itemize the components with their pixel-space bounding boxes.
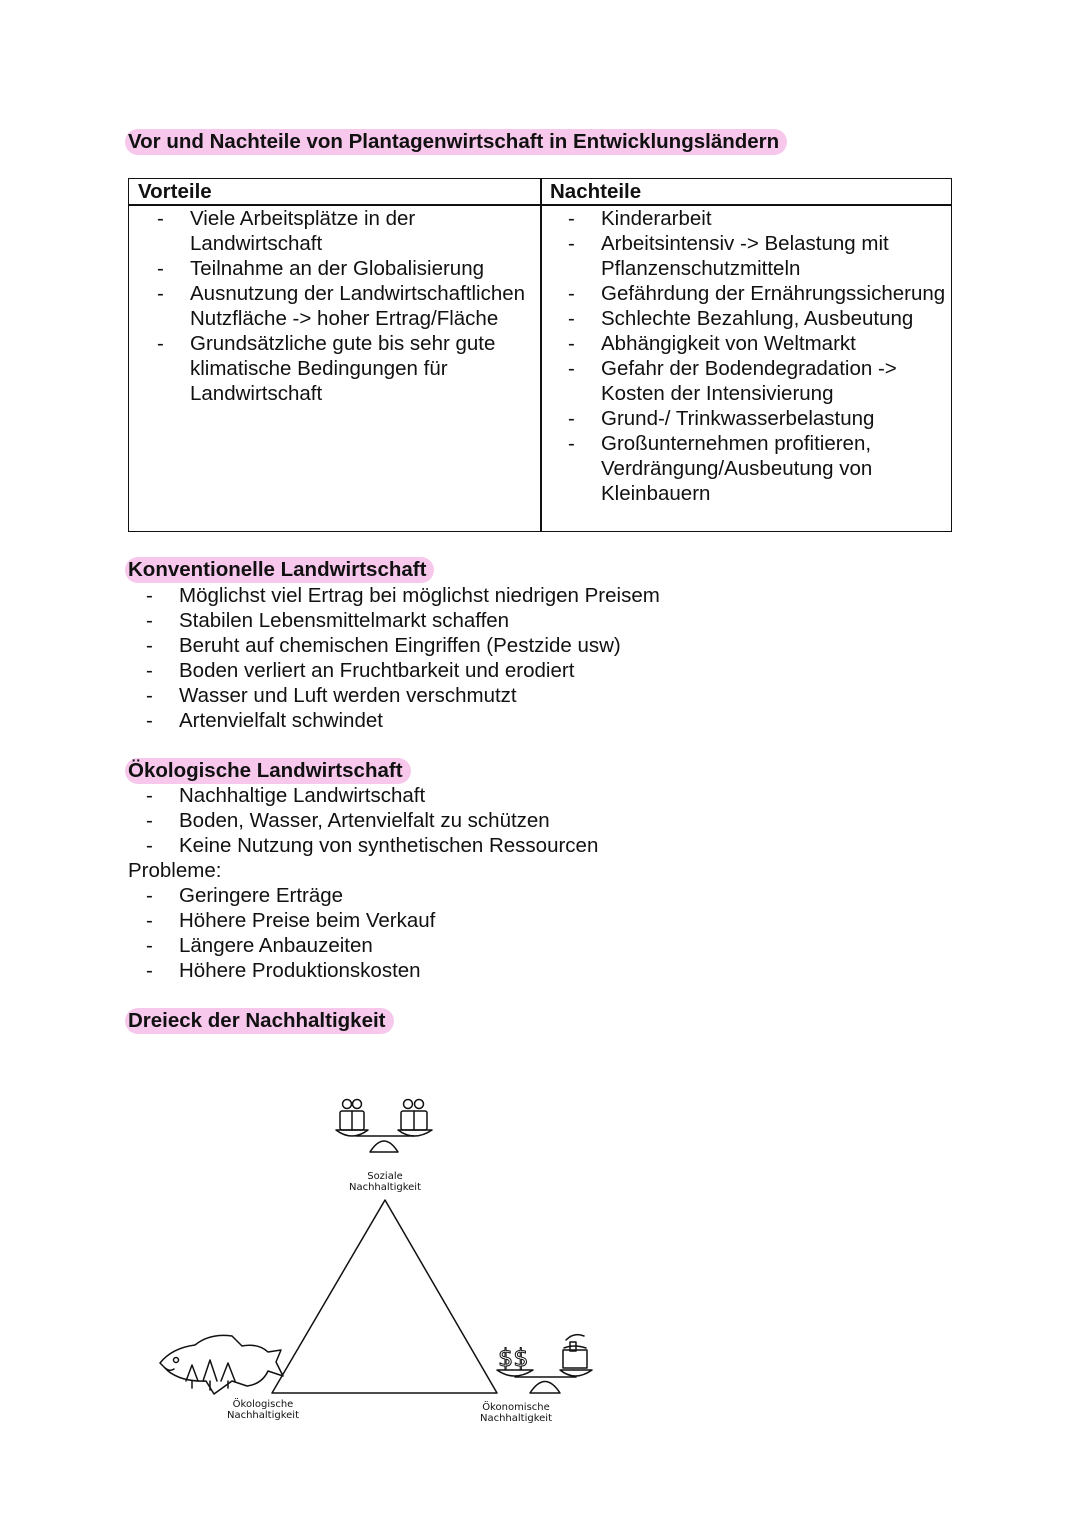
table-header-nachteile: Nachteile xyxy=(550,180,642,203)
label-oekologische xyxy=(213,1399,313,1421)
list-item: - Gefahr der Bodendegradation -> Kosten der Intensivierung xyxy=(540,356,948,406)
label-line: Nachhaltigkeit xyxy=(226,1410,300,1421)
fish-with-trees-icon xyxy=(160,1335,283,1394)
list-item: - Boden, Wasser, Artenvielfalt zu schützen xyxy=(128,808,598,833)
list-item: - Artenvielfalt schwindet xyxy=(128,708,660,733)
list-item: - Stabilen Lebensmittelmarkt schaffen xyxy=(128,608,660,633)
svg-text:$$: $$ xyxy=(498,1344,529,1372)
list-item: - Nachhaltige Landwirtschaft xyxy=(128,783,598,808)
probleme-label: Probleme: xyxy=(128,859,222,882)
list-item: - Schlechte Bezahlung, Ausbeutung xyxy=(540,306,948,331)
list-item: - Längere Anbauzeiten xyxy=(128,933,435,958)
list-item: - Boden verliert an Fruchtbarkeit und erodiert xyxy=(128,658,660,683)
list-item: - Grund-/ Trinkwasserbelastung xyxy=(540,406,948,431)
label-line: Ökonomische xyxy=(482,1402,550,1413)
list-item: - Gefährdung der Ernährungssicherung xyxy=(540,281,948,306)
list-item: - Großunternehmen profitieren, Verdrängung/Ausbeutung von Kleinbauern xyxy=(540,431,948,506)
label-oekonomische xyxy=(460,1402,572,1424)
label-line: Soziale xyxy=(367,1171,403,1182)
label-line: Nachhaltigkeit xyxy=(348,1182,422,1193)
list-item: - Möglichst viel Ertrag bei möglichst niedrigen Preisem xyxy=(128,583,660,608)
list-item: - Beruht auf chemischen Eingriffen (Pestzide usw) xyxy=(128,633,660,658)
list-item: - Grundsätzliche gute bis sehr gute klimatische Bedingungen für Landwirtschaft xyxy=(129,331,534,406)
list-item: - Ausnutzung der Landwirtschaftlichen Nutzfläche -> hoher Ertrag/Fläche xyxy=(129,281,534,331)
list-item: - Arbeitsintensiv -> Belastung mit Pflanzenschutzmitteln xyxy=(540,231,948,281)
section-title-text: Konventionelle Landwirtschaft xyxy=(125,557,434,583)
list-item: - Höhere Produktionskosten xyxy=(128,958,435,983)
people-on-scale-icon xyxy=(336,1100,432,1153)
list-item: - Viele Arbeitsplätze in der Landwirtschaft xyxy=(129,206,534,256)
list-item: - Wasser und Luft werden verschmutzt xyxy=(128,683,660,708)
section-title-text: Vor und Nachteile von Plantagenwirtschaft in Entwicklungsländern xyxy=(125,129,787,155)
list-item: - Geringere Erträge xyxy=(128,883,435,908)
list-item: - Kinderarbeit xyxy=(540,206,948,231)
list-item: - Teilnahme an der Globalisierung xyxy=(129,256,534,281)
section-title-text: Dreieck der Nachhaltigkeit xyxy=(125,1008,394,1034)
table-header-vorteile: Vorteile xyxy=(138,180,212,203)
label-soziale xyxy=(335,1171,435,1193)
list-item: - Höhere Preise beim Verkauf xyxy=(128,908,435,933)
money-and-factory-scale-icon xyxy=(497,1335,592,1393)
list-item: - Abhängigkeit von Weltmarkt xyxy=(540,331,948,356)
section-title-text: Ökologische Landwirtschaft xyxy=(125,758,411,784)
label-line: Ökologische xyxy=(232,1399,294,1410)
label-line: Nachhaltigkeit xyxy=(479,1413,553,1424)
list-item: - Keine Nutzung von synthetischen Ressourcen xyxy=(128,833,598,858)
triangle-shape xyxy=(272,1200,497,1393)
